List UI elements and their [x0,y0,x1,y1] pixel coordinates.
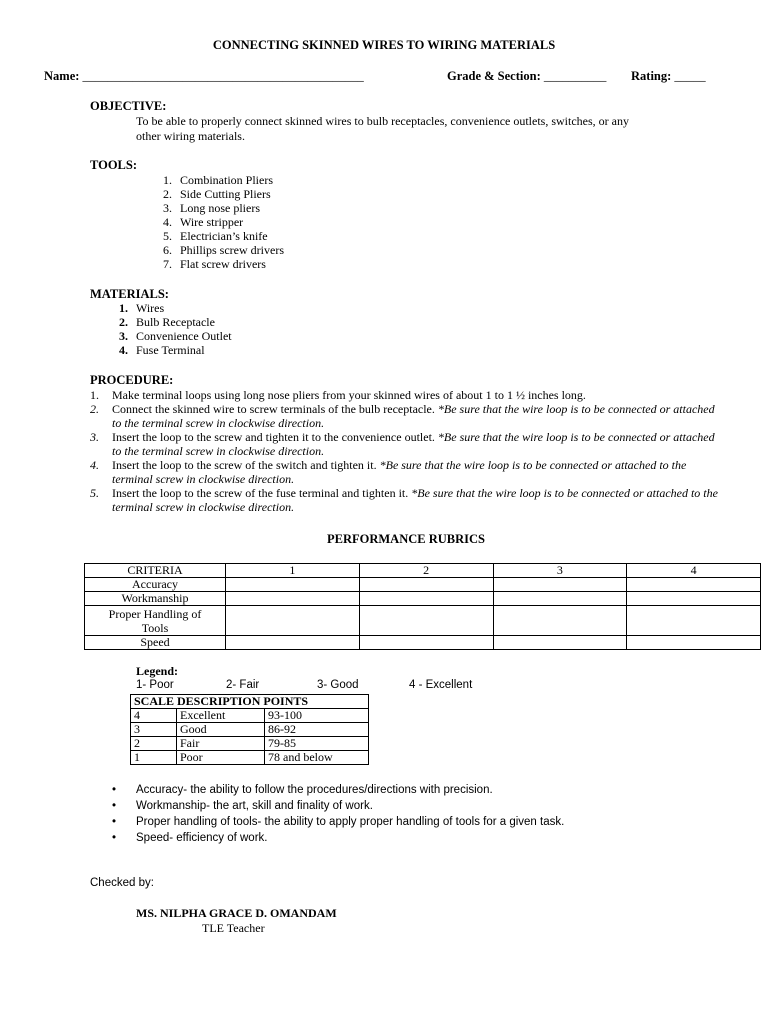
table-header-row [85,564,761,578]
table-row [85,592,761,606]
procedure-step: 3. Insert the loop to the screw and tighten it to the convenience outlet. *Be sure that the wire loop is to be connected or attached to the terminal screw in clockwise direction. [90,430,715,458]
list-item: • Workmanship- the art, skill and finality of work. [112,800,373,812]
rubrics-table [84,563,761,650]
score-cell[interactable] [226,636,360,650]
table-row [131,751,369,765]
grade-line: __________ [543,69,607,83]
teacher-name: MS. NILPHA GRACE D. OMANDAM [136,906,337,920]
list-item: • Speed- efficiency of work. [112,832,268,844]
legend-item: 4 - Excellent [409,679,473,691]
score-cell[interactable] [493,606,627,636]
name-label: Name: [44,69,80,83]
procedure-step: 4. Insert the loop to the screw of the switch and tighten it. *Be sure that the wire loop is to be connected or attached to the terminal screw in clockwise direction. [90,458,687,486]
list-item: 2. Bulb Receptacle [119,315,215,329]
criteria-cell: Speed [85,636,226,650]
procedure-note: *Be sure that the wire loop is to be connected or attached to the terminal screw in clockwise direction. [112,458,687,486]
scale-cell: 4 [131,709,177,723]
list-item: 1. Combination Pliers [163,173,273,187]
procedure-note: *Be sure that the wire loop is to be connected or attached to the terminal screw in clockwise direction. [112,486,718,514]
procedure-note: *Be sure that the wire loop is to be connected or attached to the terminal screw in clockwise direction. [112,430,715,458]
rating-line: _____ [674,69,706,83]
rating-label: Rating: [631,69,672,83]
list-item: • Accuracy- the ability to follow the procedures/directions with precision. [112,784,493,796]
table-header-row [131,695,369,709]
table-row [131,723,369,737]
legend-item: 3- Good [317,679,359,691]
score-cell[interactable] [493,578,627,592]
name-field[interactable] [44,69,364,84]
definitions-list [112,782,564,846]
document-title: CONNECTING SKINNED WIRES TO WIRING MATERIALS [212,38,556,52]
scale-cell: Excellent [177,709,265,723]
list-item: 5. Electrician’s knife [163,229,268,243]
procedure-step: 5. Insert the loop to the screw of the fuse terminal and tighten it. *Be sure that the wire loop is to be connected or attached to the terminal screw in clockwise direction. [90,486,718,514]
score-cell[interactable] [627,636,761,650]
list-item: 3. Convenience Outlet [119,329,232,343]
score-cell[interactable] [627,606,761,636]
bullet-icon: • [112,816,117,828]
scale-cell: 79-85 [265,737,369,751]
column-header: CRITERIA [85,564,226,578]
tools-list [148,173,284,271]
score-cell[interactable] [493,636,627,650]
column-header: 1 [226,564,360,578]
objective-line-2: other wiring materials. [136,129,245,143]
criteria-cell: Workmanship [85,592,226,606]
objective-line-1: To be able to properly connect skinned wires to bulb receptacles, convenience outlets, switches, or any [136,114,629,128]
teacher-role: TLE Teacher [202,921,265,935]
rubrics-heading: PERFORMANCE RUBRICS [327,532,485,546]
scale-cell: 93-100 [265,709,369,723]
bullet-icon: • [112,800,117,812]
criteria-cell: Accuracy [85,578,226,592]
score-cell[interactable] [627,578,761,592]
grade-section-field[interactable] [447,69,606,84]
name-line: _____________________________________________ [82,69,364,83]
column-header: 3 [493,564,627,578]
score-cell[interactable] [359,636,493,650]
legend-item: 1- Poor [136,679,174,691]
scale-cell: 1 [131,751,177,765]
column-header: 4 [627,564,761,578]
scale-header: SCALE DESCRIPTION POINTS [131,695,369,709]
scale-cell: 2 [131,737,177,751]
procedure-list [90,388,722,514]
scale-cell: 78 and below [265,751,369,765]
tools-heading: TOOLS: [90,158,138,172]
legend-item: 2- Fair [226,679,260,691]
score-cell[interactable] [226,592,360,606]
table-row [85,606,761,636]
scale-cell: Good [177,723,265,737]
table-row [131,709,369,723]
scale-cell: Poor [177,751,265,765]
list-item: 3. Long nose pliers [163,201,260,215]
procedure-heading: PROCEDURE: [90,373,174,387]
bullet-icon: • [112,784,117,796]
table-row [131,737,369,751]
score-cell[interactable] [359,578,493,592]
list-item: 6. Phillips screw drivers [163,243,284,257]
checked-by-label: Checked by: [90,877,154,889]
procedure-step: 2. Connect the skinned wire to screw terminals of the bulb receptacle. *Be sure that the wire loop is to be connected or attached to the terminal screw in clockwise direction. [90,402,715,430]
materials-list [104,301,232,357]
table-row [85,636,761,650]
score-cell[interactable] [226,578,360,592]
grade-label: Grade & Section: [447,69,541,83]
scale-cell: Fair [177,737,265,751]
list-item: 4. Wire stripper [163,215,244,229]
list-item: • Proper handling of tools- the ability to apply proper handling of tools for a given task. [112,816,565,828]
scale-cell: 86-92 [265,723,369,737]
procedure-note: *Be sure that the wire loop is to be connected or attached to the terminal screw in clockwise direction. [112,402,715,430]
procedure-step: 1. Make terminal loops using long nose pliers from your skinned wires of about 1 to 1 ½ inches long. [90,388,586,402]
criteria-cell: Proper Handling of Tools [85,606,226,636]
materials-heading: MATERIALS: [90,287,169,301]
rating-field[interactable] [631,69,706,84]
score-cell[interactable] [359,592,493,606]
scale-cell: 3 [131,723,177,737]
legend-heading: Legend: [136,664,178,678]
score-cell[interactable] [359,606,493,636]
bullet-icon: • [112,832,117,844]
table-row [85,578,761,592]
column-header: 2 [359,564,493,578]
list-item: 7. Flat screw drivers [163,257,266,271]
score-cell[interactable] [493,592,627,606]
score-cell[interactable] [627,592,761,606]
score-cell[interactable] [226,606,360,636]
list-item: 4. Fuse Terminal [119,343,205,357]
objective-heading: OBJECTIVE: [90,99,167,113]
list-item: 2. Side Cutting Pliers [163,187,271,201]
list-item: 1. Wires [119,301,165,315]
scale-table [130,694,369,765]
